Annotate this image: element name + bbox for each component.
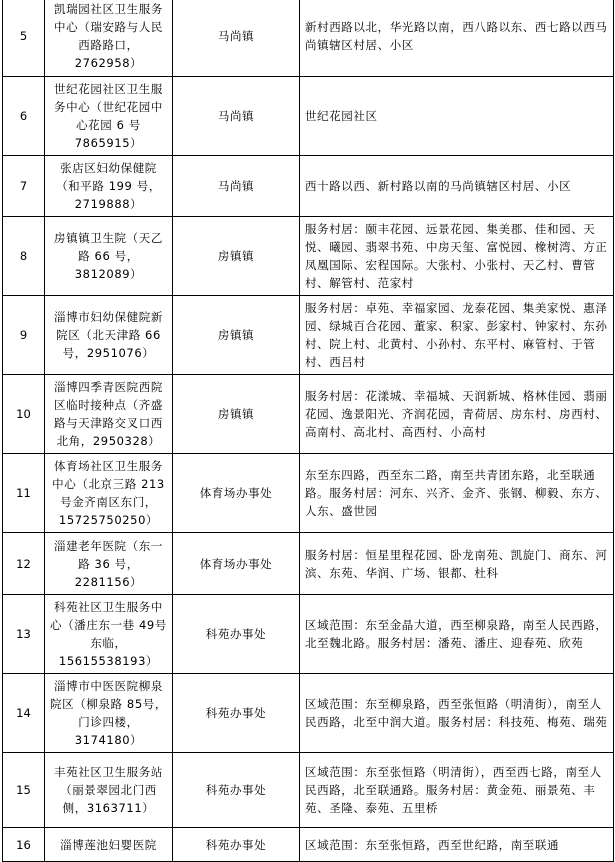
service-area-cell: 服务村居：卓苑、幸福家园、龙泰花园、集美家悦、惠泽园、绿城百合花园、董家、积家、彭家村、钟家村、东孙村、院上村、北黄村、小孙村、东平村、麻管村、于管村、西吕村	[300, 296, 614, 375]
town-cell: 科苑办事处	[173, 753, 300, 828]
town-cell: 马尚镇	[173, 156, 300, 217]
institution-cell: 淄博莲池妇婴医院	[45, 828, 173, 862]
institution-cell: 房镇镇卫生院（天乙路 66 号，3812089）	[45, 217, 173, 296]
row-number: 6	[3, 77, 45, 156]
vaccination-site-table	[2, 0, 614, 862]
service-area-cell: 东至东四路，西至东二路，南至共青团东路，北至联通路。服务村居：河东、兴齐、金齐、张钢、柳毅、东方、人东、盛世园	[300, 454, 614, 533]
institution-cell: 世纪花园社区卫生服务中心（世纪花园中心花园 6 号 7865915）	[45, 77, 173, 156]
row-number: 11	[3, 454, 45, 533]
table-row	[3, 595, 614, 674]
institution-cell: 淄博市妇幼保健院新院区（北天津路 66号，2951076）	[45, 296, 173, 375]
row-number: 9	[3, 296, 45, 375]
institution-cell: 体育场社区卫生服务中心（北京三路 213 号金齐南区东门，15725750250）	[45, 454, 173, 533]
town-cell: 科苑办事处	[173, 674, 300, 753]
table-row	[3, 77, 614, 156]
table-row	[3, 0, 614, 77]
service-area-cell: 西十路以西、新村路以南的马尚镇辖区村居、小区	[300, 156, 614, 217]
table-row	[3, 296, 614, 375]
service-area-cell: 世纪花园社区	[300, 77, 614, 156]
service-area-cell: 区域范围：东至张恒路，西至世纪路，南至联通	[300, 828, 614, 862]
table-row	[3, 375, 614, 454]
row-number: 14	[3, 674, 45, 753]
row-number: 7	[3, 156, 45, 217]
service-area-cell: 区域范围：东至张恒路（明清街），西至西七路，南至人民西路，北至联通路。服务村居：黄金苑、丽景苑、丰苑、圣隆、泰苑、五里桥	[300, 753, 614, 828]
institution-cell: 凯瑞园社区卫生服务中心（瑞安路与人民西路路口，2762958）	[45, 0, 173, 77]
institution-cell: 丰苑社区卫生服务站（丽景翠园北门西侧，3163711）	[45, 753, 173, 828]
table-row	[3, 156, 614, 217]
table-row	[3, 828, 614, 862]
row-number: 8	[3, 217, 45, 296]
town-cell: 马尚镇	[173, 0, 300, 77]
town-cell: 房镇镇	[173, 375, 300, 454]
table-row	[3, 674, 614, 753]
town-cell: 体育场办事处	[173, 533, 300, 595]
table-row	[3, 454, 614, 533]
institution-cell: 淄博市中医医院柳泉院区（柳泉路 85号，门诊四楼，3174180）	[45, 674, 173, 753]
institution-cell: 淄建老年医院（东一路 36 号，2281156）	[45, 533, 173, 595]
town-cell: 体育场办事处	[173, 454, 300, 533]
town-cell: 科苑办事处	[173, 595, 300, 674]
institution-cell: 科苑社区卫生服务中心（潘庄东一巷 49号东临，15615538193）	[45, 595, 173, 674]
service-area-cell: 区域范围：东至金晶大道，西至柳泉路，南至人民西路，北至魏北路。服务村居：潘苑、潘庄、迎春苑、欣苑	[300, 595, 614, 674]
institution-cell: 张店区妇幼保健院（和平路 199 号，2719888）	[45, 156, 173, 217]
table-row	[3, 753, 614, 828]
service-area-cell: 区域范围：东至柳泉路，西至张恒路（明清街），南至人民西路，北至中润大道。服务村居：科技苑、梅苑、瑞苑	[300, 674, 614, 753]
town-cell: 马尚镇	[173, 77, 300, 156]
row-number: 5	[3, 0, 45, 77]
row-number: 15	[3, 753, 45, 828]
table-row	[3, 217, 614, 296]
town-cell: 房镇镇	[173, 296, 300, 375]
town-cell: 科苑办事处	[173, 828, 300, 862]
institution-cell: 淄博四季青医院西院区临时接种点（齐盛路与天津路交叉口西北角，2950328）	[45, 375, 173, 454]
service-area-cell: 新村西路以北，华光路以南，西八路以东、西七路以西马尚镇辖区村居、小区	[300, 0, 614, 77]
table-row	[3, 533, 614, 595]
service-area-cell: 服务村居：颐丰花园、远景花园、集美郡、佳和园、天悦、曦园、翡翠书苑、中房天玺、富悦园、橡树湾、方正凤凰国际、宏程国际。大张村、小张村、天乙村、曹管村、解管村、范家村	[300, 217, 614, 296]
row-number: 12	[3, 533, 45, 595]
row-number: 16	[3, 828, 45, 862]
town-cell: 房镇镇	[173, 217, 300, 296]
row-number: 13	[3, 595, 45, 674]
service-area-cell: 服务村居：恒星里程花园、卧龙南苑、凯旋门、商东、河滨、东苑、华润、广场、银都、杜科	[300, 533, 614, 595]
service-area-cell: 服务村居：花漾城、幸福城、天润新城、格林佳园、翡丽花园、逸景阳光、齐润花园，青荷居、房东村、房西村、高南村、高北村、高西村、小高村	[300, 375, 614, 454]
row-number: 10	[3, 375, 45, 454]
